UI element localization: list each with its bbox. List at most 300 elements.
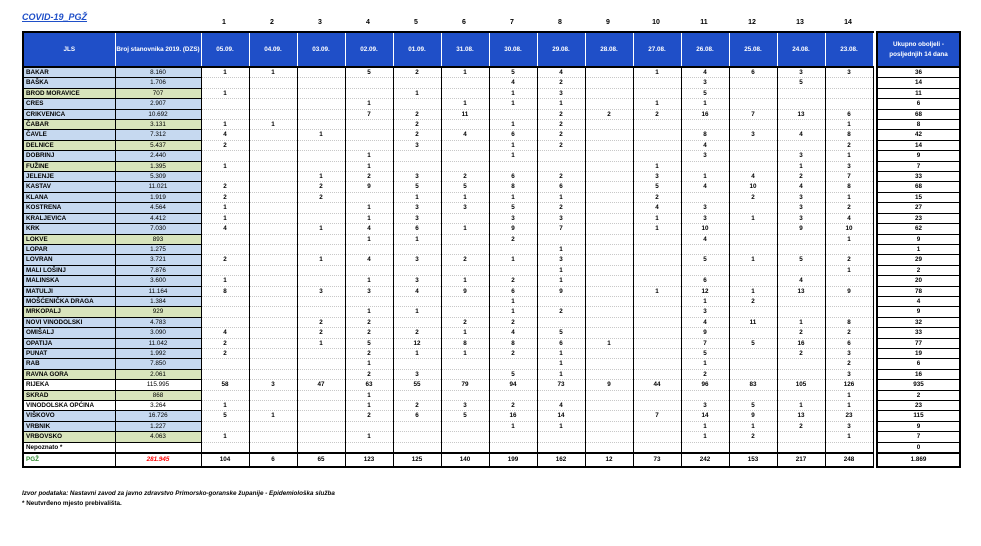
daily-cases-cell: 6	[489, 130, 537, 140]
daily-cases-cell: 2	[201, 255, 249, 265]
daily-cases-cell	[249, 234, 297, 244]
daily-cases-cell: 3	[681, 213, 729, 223]
daily-cases-cell: 7	[729, 109, 777, 119]
daily-cases-cell	[777, 244, 825, 254]
total-cases-cell: 7	[877, 432, 960, 442]
table-row	[23, 421, 960, 431]
daily-cases-cell	[585, 140, 633, 150]
daily-cases-cell: 1	[345, 151, 393, 161]
daily-cases-cell: 1	[201, 88, 249, 98]
population-cell: 707	[115, 88, 201, 98]
daily-cases-cell	[297, 78, 345, 88]
daily-cases-cell	[441, 359, 489, 369]
daily-cases-cell: 3	[777, 213, 825, 223]
total-cases-cell: 6	[877, 359, 960, 369]
daily-cases-cell	[729, 224, 777, 234]
daily-cases-cell: 4	[825, 213, 873, 223]
daily-cases-cell: 2	[633, 109, 681, 119]
daily-cases-cell: 2	[393, 130, 441, 140]
sheet-title[interactable]: COVID-19_PGŽ	[22, 12, 88, 22]
summary-daily-cell: 73	[633, 453, 681, 467]
header-date: 30.08.	[489, 32, 537, 67]
daily-cases-cell: 1	[537, 244, 585, 254]
daily-cases-cell: 105	[777, 380, 825, 390]
daily-cases-cell	[441, 88, 489, 98]
daily-cases-cell: 1	[825, 265, 873, 275]
daily-cases-cell: 1	[441, 348, 489, 358]
daily-cases-cell: 1	[633, 161, 681, 171]
table-row	[23, 442, 960, 453]
daily-cases-cell: 9	[585, 380, 633, 390]
municipality-name: RIJEKA	[23, 380, 115, 390]
daily-cases-cell: 1	[681, 296, 729, 306]
daily-cases-cell: 5	[345, 338, 393, 348]
daily-cases-cell: 96	[681, 380, 729, 390]
summary-daily-cell: 123	[345, 453, 393, 467]
daily-cases-cell: 3	[393, 140, 441, 150]
total-cases-cell: 4	[877, 296, 960, 306]
header-total: Ukupno oboljeli - posljednjih 14 dana	[877, 32, 960, 67]
daily-cases-cell	[345, 442, 393, 453]
daily-cases-cell	[777, 234, 825, 244]
daily-cases-cell: 5	[681, 88, 729, 98]
municipality-name: KASTAV	[23, 182, 115, 192]
daily-cases-cell: 5	[201, 411, 249, 421]
header-population: Broj stanovnika 2019. (DZS)	[115, 32, 201, 67]
daily-cases-cell: 1	[441, 67, 489, 78]
daily-cases-cell	[297, 234, 345, 244]
table-row	[23, 140, 960, 150]
daily-cases-cell	[249, 307, 297, 317]
daily-cases-cell	[585, 317, 633, 327]
daily-cases-cell: 9	[729, 411, 777, 421]
daily-cases-cell: 1	[345, 359, 393, 369]
municipality-name: LOKVE	[23, 234, 115, 244]
daily-cases-cell: 2	[825, 359, 873, 369]
daily-cases-cell: 9	[489, 224, 537, 234]
daily-cases-cell	[777, 99, 825, 109]
municipality-name: CRIKVENICA	[23, 109, 115, 119]
daily-cases-cell: 2	[441, 172, 489, 182]
daily-cases-cell	[249, 213, 297, 223]
header-date: 24.08.	[777, 32, 825, 67]
population-cell	[115, 442, 201, 453]
daily-cases-cell: 5	[441, 411, 489, 421]
daily-cases-cell: 9	[537, 286, 585, 296]
daily-cases-cell: 8	[825, 182, 873, 192]
summary-daily-cell: 125	[393, 453, 441, 467]
daily-cases-cell	[729, 161, 777, 171]
table-row	[23, 192, 960, 202]
daily-cases-cell	[393, 432, 441, 442]
daily-cases-cell: 1	[201, 67, 249, 78]
daily-cases-cell	[297, 411, 345, 421]
daily-cases-cell: 3	[489, 213, 537, 223]
daily-cases-cell: 1	[345, 234, 393, 244]
daily-cases-cell	[633, 265, 681, 275]
daily-cases-cell: 1	[729, 213, 777, 223]
daily-cases-cell	[585, 286, 633, 296]
daily-cases-cell: 1	[489, 88, 537, 98]
daily-cases-cell: 4	[633, 203, 681, 213]
daily-cases-cell	[825, 244, 873, 254]
daily-cases-cell: 3	[393, 255, 441, 265]
total-cases-cell: 27	[877, 203, 960, 213]
daily-cases-cell	[393, 442, 441, 453]
daily-cases-cell: 2	[537, 109, 585, 119]
daily-cases-cell: 10	[729, 182, 777, 192]
table-row	[23, 265, 960, 275]
population-cell: 1.919	[115, 192, 201, 202]
table-row	[23, 380, 960, 390]
header-date: 03.09.	[297, 32, 345, 67]
daily-cases-cell: 5	[489, 67, 537, 78]
municipality-name: MATULJI	[23, 286, 115, 296]
daily-cases-cell	[393, 296, 441, 306]
population-cell: 3.131	[115, 120, 201, 130]
daily-cases-cell	[489, 244, 537, 254]
daily-cases-cell	[297, 265, 345, 275]
daily-cases-cell: 1	[537, 276, 585, 286]
population-cell: 10.692	[115, 109, 201, 119]
daily-cases-cell	[825, 296, 873, 306]
table-row	[23, 296, 960, 306]
daily-cases-cell	[729, 99, 777, 109]
population-cell: 1.275	[115, 244, 201, 254]
population-cell: 5.309	[115, 172, 201, 182]
daily-cases-cell	[201, 265, 249, 275]
summary-daily-cell: 140	[441, 453, 489, 467]
daily-cases-cell: 1	[633, 224, 681, 234]
header-date: 29.08.	[537, 32, 585, 67]
daily-cases-cell	[297, 67, 345, 78]
summary-label: PGŽ	[23, 453, 115, 467]
daily-cases-cell: 7	[825, 172, 873, 182]
daily-cases-cell	[249, 151, 297, 161]
daily-cases-cell: 1	[201, 432, 249, 442]
total-cases-cell: 33	[877, 172, 960, 182]
daily-cases-cell: 1	[537, 99, 585, 109]
daily-cases-cell	[825, 99, 873, 109]
daily-cases-cell	[249, 244, 297, 254]
daily-cases-cell: 3	[393, 213, 441, 223]
daily-cases-cell: 58	[201, 380, 249, 390]
summary-daily-cell: 65	[297, 453, 345, 467]
header-date: 28.08.	[585, 32, 633, 67]
daily-cases-cell	[201, 442, 249, 453]
daily-cases-cell: 9	[825, 286, 873, 296]
daily-cases-cell: 2	[201, 182, 249, 192]
daily-cases-cell: 1	[633, 213, 681, 223]
daily-cases-cell: 5	[441, 182, 489, 192]
daily-cases-cell: 4	[201, 328, 249, 338]
table-row	[23, 328, 960, 338]
daily-cases-cell	[585, 213, 633, 223]
daily-cases-cell: 2	[297, 317, 345, 327]
daily-cases-cell: 5	[681, 348, 729, 358]
daily-cases-cell: 1	[681, 421, 729, 431]
daily-cases-cell: 63	[345, 380, 393, 390]
table-row	[23, 78, 960, 88]
population-cell: 115.995	[115, 380, 201, 390]
daily-cases-cell: 3	[441, 203, 489, 213]
daily-cases-cell: 5	[777, 78, 825, 88]
total-cases-cell: 33	[877, 328, 960, 338]
daily-cases-cell: 2	[489, 234, 537, 244]
table-row	[23, 99, 960, 109]
column-number-row	[22, 19, 960, 31]
daily-cases-cell	[249, 99, 297, 109]
daily-cases-cell: 2	[825, 328, 873, 338]
header-date: 01.09.	[393, 32, 441, 67]
daily-cases-cell	[393, 78, 441, 88]
daily-cases-cell	[345, 192, 393, 202]
daily-cases-cell: 3	[777, 203, 825, 213]
daily-cases-cell: 1	[489, 120, 537, 130]
daily-cases-cell: 2	[537, 130, 585, 140]
table-row	[23, 401, 960, 411]
daily-cases-cell	[297, 161, 345, 171]
daily-cases-cell: 11	[441, 109, 489, 119]
daily-cases-cell	[633, 442, 681, 453]
daily-cases-cell	[633, 369, 681, 379]
daily-cases-cell	[345, 421, 393, 431]
daily-cases-cell: 1	[825, 401, 873, 411]
daily-cases-cell	[633, 234, 681, 244]
daily-cases-cell	[681, 265, 729, 275]
daily-cases-cell: 1	[777, 401, 825, 411]
daily-cases-cell: 11	[729, 317, 777, 327]
daily-cases-cell: 1	[345, 432, 393, 442]
daily-cases-cell: 8	[681, 130, 729, 140]
daily-cases-cell: 73	[537, 380, 585, 390]
daily-cases-cell: 4	[345, 255, 393, 265]
daily-cases-cell	[585, 401, 633, 411]
daily-cases-cell: 1	[297, 130, 345, 140]
daily-cases-cell	[585, 265, 633, 275]
daily-cases-cell: 3	[249, 380, 297, 390]
daily-cases-cell	[585, 255, 633, 265]
daily-cases-cell	[489, 359, 537, 369]
daily-cases-cell	[249, 348, 297, 358]
daily-cases-cell	[441, 161, 489, 171]
column-number: 4	[366, 19, 370, 26]
daily-cases-cell: 2	[729, 296, 777, 306]
daily-cases-cell	[729, 244, 777, 254]
daily-cases-cell: 1	[489, 307, 537, 317]
daily-cases-cell: 1	[345, 213, 393, 223]
municipality-name: KRALJEVICA	[23, 213, 115, 223]
population-cell: 1.384	[115, 296, 201, 306]
summary-daily-cell: 153	[729, 453, 777, 467]
daily-cases-cell	[297, 432, 345, 442]
daily-cases-cell: 4	[681, 182, 729, 192]
daily-cases-cell	[201, 307, 249, 317]
daily-cases-cell	[249, 390, 297, 400]
municipality-name: NOVI VINODOLSKI	[23, 317, 115, 327]
daily-cases-cell	[777, 390, 825, 400]
daily-cases-cell: 1	[489, 140, 537, 150]
daily-cases-cell: 12	[681, 286, 729, 296]
daily-cases-cell	[441, 244, 489, 254]
daily-cases-cell: 5	[729, 401, 777, 411]
total-cases-cell: 7	[877, 161, 960, 171]
daily-cases-cell	[297, 421, 345, 431]
daily-cases-cell: 5	[633, 182, 681, 192]
daily-cases-cell	[393, 244, 441, 254]
population-cell: 11.021	[115, 182, 201, 192]
daily-cases-cell: 1	[489, 151, 537, 161]
daily-cases-cell	[441, 140, 489, 150]
daily-cases-cell: 1	[489, 255, 537, 265]
daily-cases-cell: 5	[489, 369, 537, 379]
daily-cases-cell: 1	[297, 172, 345, 182]
daily-cases-cell	[585, 432, 633, 442]
daily-cases-cell	[729, 140, 777, 150]
header-date: 23.08.	[825, 32, 873, 67]
daily-cases-cell: 13	[777, 286, 825, 296]
daily-cases-cell: 2	[537, 172, 585, 182]
daily-cases-cell: 2	[585, 109, 633, 119]
daily-cases-cell: 3	[825, 369, 873, 379]
total-cases-cell: 23	[877, 213, 960, 223]
daily-cases-cell: 2	[201, 192, 249, 202]
population-cell: 4.783	[115, 317, 201, 327]
daily-cases-cell	[729, 442, 777, 453]
daily-cases-cell: 5	[681, 255, 729, 265]
column-number: 7	[510, 19, 514, 26]
daily-cases-cell: 4	[681, 317, 729, 327]
daily-cases-cell: 1	[681, 359, 729, 369]
header-date: 27.08.	[633, 32, 681, 67]
daily-cases-cell	[297, 88, 345, 98]
daily-cases-cell: 1	[393, 192, 441, 202]
summary-daily-cell: 199	[489, 453, 537, 467]
daily-cases-cell	[825, 307, 873, 317]
total-cases-cell: 14	[877, 78, 960, 88]
daily-cases-cell: 1	[249, 67, 297, 78]
daily-cases-cell	[633, 317, 681, 327]
daily-cases-cell	[249, 328, 297, 338]
daily-cases-cell: 8	[825, 317, 873, 327]
population-cell: 8.160	[115, 67, 201, 78]
column-number: 9	[606, 19, 610, 26]
population-cell: 11.042	[115, 338, 201, 348]
population-cell: 1.227	[115, 421, 201, 431]
column-number: 10	[652, 19, 660, 26]
daily-cases-cell	[585, 203, 633, 213]
daily-cases-cell	[585, 244, 633, 254]
table-row	[23, 348, 960, 358]
daily-cases-cell: 3	[777, 192, 825, 202]
daily-cases-cell: 1	[489, 99, 537, 109]
total-cases-cell: 29	[877, 255, 960, 265]
daily-cases-cell	[537, 390, 585, 400]
covid-table	[22, 31, 961, 468]
daily-cases-cell	[201, 369, 249, 379]
daily-cases-cell	[537, 161, 585, 171]
daily-cases-cell	[825, 78, 873, 88]
daily-cases-cell	[585, 99, 633, 109]
daily-cases-cell	[393, 359, 441, 369]
daily-cases-cell: 1	[441, 224, 489, 234]
daily-cases-cell: 1	[393, 307, 441, 317]
total-cases-cell: 6	[877, 99, 960, 109]
daily-cases-cell	[633, 359, 681, 369]
daily-cases-cell: 1	[633, 99, 681, 109]
table-body	[23, 67, 960, 453]
daily-cases-cell	[489, 390, 537, 400]
daily-cases-cell: 1	[681, 99, 729, 109]
daily-cases-cell: 83	[729, 380, 777, 390]
total-cases-cell: 11	[877, 88, 960, 98]
header-date: 31.08.	[441, 32, 489, 67]
daily-cases-cell: 2	[777, 328, 825, 338]
table-row	[23, 369, 960, 379]
daily-cases-cell	[633, 244, 681, 254]
municipality-name: DELNICE	[23, 140, 115, 150]
daily-cases-cell	[537, 317, 585, 327]
total-cases-cell: 8	[877, 120, 960, 130]
total-cases-cell: 36	[877, 67, 960, 78]
daily-cases-cell	[441, 369, 489, 379]
daily-cases-cell	[633, 151, 681, 161]
daily-cases-cell: 2	[297, 328, 345, 338]
municipality-name: MOŠĆENIČKA DRAGA	[23, 296, 115, 306]
population-cell: 3.721	[115, 255, 201, 265]
column-number: 13	[796, 19, 804, 26]
daily-cases-cell: 6	[537, 182, 585, 192]
daily-cases-cell	[345, 265, 393, 275]
daily-cases-cell: 6	[825, 338, 873, 348]
daily-cases-cell: 2	[201, 140, 249, 150]
daily-cases-cell	[345, 78, 393, 88]
daily-cases-cell: 4	[537, 401, 585, 411]
daily-cases-cell: 23	[825, 411, 873, 421]
daily-cases-cell: 2	[393, 109, 441, 119]
daily-cases-cell: 1	[489, 421, 537, 431]
daily-cases-cell: 7	[345, 109, 393, 119]
daily-cases-cell	[633, 432, 681, 442]
daily-cases-cell: 2	[681, 369, 729, 379]
municipality-name: MALI LOŠINJ	[23, 265, 115, 275]
daily-cases-cell	[585, 296, 633, 306]
daily-cases-cell: 6	[489, 172, 537, 182]
daily-cases-cell: 16	[777, 338, 825, 348]
daily-cases-cell: 1	[345, 203, 393, 213]
daily-cases-cell	[777, 120, 825, 130]
daily-cases-cell: 44	[633, 380, 681, 390]
daily-cases-cell: 2	[777, 172, 825, 182]
daily-cases-cell: 9	[777, 224, 825, 234]
daily-cases-cell	[489, 265, 537, 275]
table-row	[23, 203, 960, 213]
table-row	[23, 88, 960, 98]
daily-cases-cell: 3	[825, 348, 873, 358]
daily-cases-cell	[345, 88, 393, 98]
daily-cases-cell	[633, 348, 681, 358]
table-row	[23, 338, 960, 348]
daily-cases-cell: 1	[537, 265, 585, 275]
daily-cases-cell	[393, 390, 441, 400]
municipality-name: MRKOPALJ	[23, 307, 115, 317]
daily-cases-cell	[777, 432, 825, 442]
daily-cases-cell: 1	[393, 348, 441, 358]
total-cases-cell: 68	[877, 182, 960, 192]
municipality-name: SKRAD	[23, 390, 115, 400]
daily-cases-cell: 2	[345, 317, 393, 327]
daily-cases-cell: 1	[537, 369, 585, 379]
